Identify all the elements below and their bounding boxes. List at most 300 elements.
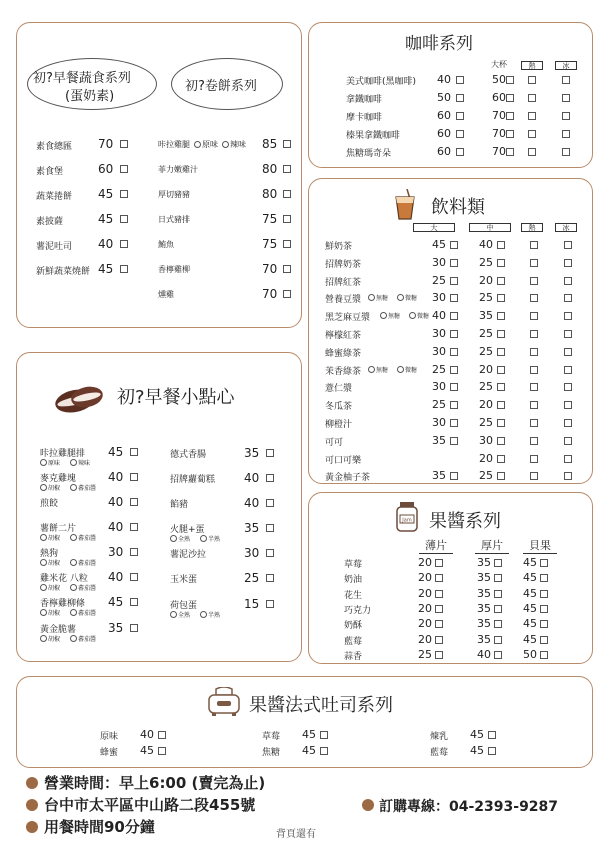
snack-item-checkbox[interactable] [130,598,138,606]
snack-option-radio-1[interactable] [40,459,47,466]
roll-item-checkbox[interactable] [283,290,291,298]
roll-option-original-radio[interactable] [194,141,201,148]
roll-item-checkbox[interactable] [283,240,291,248]
hours-bullet [26,777,38,789]
toast-item-checkbox[interactable] [158,747,166,755]
snack-option-radio-2[interactable] [200,611,207,618]
drink-medium-checkbox[interactable] [497,294,505,302]
roll-option-spicy-radio[interactable] [222,141,229,148]
drinks-title: 飲料類 [431,197,485,218]
roll-item-checkbox[interactable] [283,140,291,148]
drink-hot-checkbox[interactable] [530,455,538,463]
snack-option-radio-2[interactable] [70,584,77,591]
snack-item-checkbox[interactable] [266,524,274,532]
drink-item-price-large: 40 [432,309,446,323]
jam-thick-checkbox[interactable] [494,620,502,628]
snack-option-label-1: 全熟 [178,612,191,619]
drink-ice-checkbox[interactable] [564,312,572,320]
coffee-ice-checkbox[interactable] [562,112,570,120]
roll-item-name: 日式豬排 [158,215,190,224]
drink-item-name: 茉香綠茶 [325,366,362,377]
drink-large-checkbox[interactable] [450,312,458,320]
snack-option-radio-2[interactable] [70,459,77,466]
snack-option-label-2: 蕃茄醬 [78,485,97,492]
jam-thick-price: 35 [477,556,491,569]
jam-bagel-checkbox[interactable] [540,559,548,567]
veg-item-price: 45 [98,187,114,201]
snack-item-price: 30 [108,545,124,559]
snacks-title: 初?早餐小點心 [117,387,235,408]
drink-item-price-large: 35 [432,433,446,447]
snack-option-label-2: 蕃茄醬 [78,610,97,617]
snack-item-price: 15 [244,597,260,611]
jam-jar-icon [395,501,419,533]
coffee-item-name: 摩卡咖啡 [346,113,383,123]
coffee-item-name: 拿鐵咖啡 [346,95,383,105]
snack-item-checkbox[interactable] [130,523,138,531]
veg-item-name: 蔬菜捲餅 [36,192,73,202]
snack-option-radio-1[interactable] [40,584,47,591]
snack-item-checkbox[interactable] [130,498,138,506]
drink-item-price-large: 35 [432,469,446,483]
roll-item-price: 80 [262,162,278,176]
drink-item-name: 招牌紅茶 [325,277,362,288]
drinks-col-medium: 中 [469,223,511,232]
coffee-small-checkbox[interactable] [456,148,464,156]
snack-item-checkbox[interactable] [130,624,138,632]
veg-item-name: 新鮮蔬菜燒餅 [36,267,91,277]
drink-item-price-medium: 20 [479,362,493,376]
roll-item-name: 菲力嫩雞汁 [158,165,198,174]
jam-thin-checkbox[interactable] [435,636,443,644]
snack-item-checkbox[interactable] [266,600,274,608]
snack-item-price: 35 [244,446,260,460]
jam-item-name: 蒜香 [344,651,363,662]
snack-item-price: 40 [108,520,124,534]
drink-item-price-large: 30 [432,327,446,340]
snack-item-checkbox[interactable] [266,499,274,507]
drink-ice-checkbox[interactable] [564,330,572,338]
jam-bagel-price: 45 [523,586,537,600]
jam-thin-price: 25 [418,647,432,661]
veg-item-checkbox[interactable] [120,165,128,173]
drink-hot-checkbox[interactable] [530,241,538,249]
jam-bagel-price: 50 [523,647,537,661]
dining-limit: 用餐時間90分鐘 [44,818,155,836]
drink-glass-icon [393,189,417,221]
drink-large-checkbox[interactable] [450,294,458,302]
veg-item-price: 45 [98,262,114,276]
drink-ice-checkbox[interactable] [564,401,572,409]
roll-item-price: 70 [262,262,278,276]
drink-ice-checkbox[interactable] [564,277,572,285]
drink-low-sugar-label: 微糖 [405,366,418,374]
veg-item-name: 薯泥吐司 [36,242,73,252]
snack-option-radio-1[interactable] [40,559,47,566]
drink-ice-checkbox[interactable] [564,294,572,302]
snack-option-label-1: 原味 [48,460,61,467]
coffee-col-hot: 熱 [521,61,543,70]
drink-item-price-medium: 40 [479,238,493,251]
jam-title: 果醬系列 [429,511,501,532]
toast-item-price: 40 [140,728,154,741]
snack-option-radio-2[interactable] [70,534,77,541]
drink-medium-checkbox[interactable] [497,455,505,463]
snack-option-label-1: 胡椒 [48,636,61,643]
snack-item-checkbox[interactable] [130,448,138,456]
veg-item-price: 45 [98,212,114,226]
jam-thin-checkbox[interactable] [435,620,443,628]
drink-medium-checkbox[interactable] [497,366,505,374]
drink-ice-checkbox[interactable] [564,419,572,427]
jam-bagel-checkbox[interactable] [540,636,548,644]
limit-bullet [26,821,38,833]
drink-medium-checkbox[interactable] [497,419,505,427]
drink-medium-checkbox[interactable] [497,330,505,338]
coffee-small-checkbox[interactable] [456,94,464,102]
snack-option-radio-1[interactable] [40,609,47,616]
drink-medium-checkbox[interactable] [497,472,505,480]
drink-large-checkbox[interactable] [450,401,458,409]
drink-large-checkbox[interactable] [450,277,458,285]
drink-large-checkbox[interactable] [450,419,458,427]
coffee-small-checkbox[interactable] [456,76,464,84]
toast-item-checkbox[interactable] [158,731,166,739]
phone-bullet [362,799,374,811]
snack-item-name: 招牌蘿蔔糕 [170,475,216,485]
jam-thick-checkbox[interactable] [494,590,502,598]
jam-thin-price: 20 [418,617,432,631]
jam-thick-checkbox[interactable] [494,559,502,567]
snack-option-label-1: 胡椒 [48,610,61,617]
toast-item-price: 45 [470,744,484,757]
drink-ice-checkbox[interactable] [564,348,572,356]
roll-item-price: 75 [262,212,278,226]
rolls-title: 初?卷餅系列 [185,79,257,94]
toast-item-name: 焦糖 [262,748,281,758]
jam-thick-checkbox[interactable] [494,605,502,613]
snack-option-label-2: 蕃茄醬 [78,535,97,542]
coffee-item-price-small: 60 [437,145,451,158]
toast-item-price: 45 [302,728,316,741]
coffee-ice-checkbox[interactable] [562,148,570,156]
drink-medium-checkbox[interactable] [497,401,505,409]
veg-item-name: 素披薩 [36,217,64,227]
toast-item-price: 45 [140,744,154,757]
drink-large-checkbox[interactable] [450,259,458,267]
see-back: 背頁還有 [276,829,316,840]
drink-medium-checkbox[interactable] [497,437,505,445]
coffee-item-name: 焦糖瑪奇朵 [346,149,392,159]
toaster-icon [207,687,241,717]
coffee-item-price-small: 60 [437,109,451,122]
drink-large-checkbox[interactable] [450,366,458,374]
drink-item-price-large: 45 [432,238,446,251]
snack-item-price: 40 [108,495,124,509]
drink-item-price-large: 30 [432,416,446,429]
drink-hot-checkbox[interactable] [530,419,538,427]
jam-bagel-checkbox[interactable] [540,620,548,628]
snack-item-checkbox[interactable] [130,473,138,481]
jam-thick-price: 35 [477,601,491,615]
jam-item-name: 草莓 [344,560,363,570]
veg-item-price: 70 [98,137,114,151]
veg-item-name: 素食堡 [36,167,64,177]
veg-item-checkbox[interactable] [120,215,128,223]
drink-hot-checkbox[interactable] [530,348,538,356]
snack-item-checkbox[interactable] [130,548,138,556]
drink-large-checkbox[interactable] [450,241,458,249]
drinks-col-large: 大 [413,223,455,232]
drink-item-price-large: 30 [432,291,446,305]
snack-option-radio-2[interactable] [200,535,207,542]
coffee-col-large: 大杯 [491,60,507,69]
roll-item-checkbox[interactable] [283,165,291,173]
drink-hot-checkbox[interactable] [530,366,538,374]
snack-option-radio-2[interactable] [70,635,77,642]
drink-item-name: 鮮奶茶 [325,242,353,252]
drink-hot-checkbox[interactable] [530,383,538,391]
coffee-large-checkbox[interactable] [506,148,514,156]
drink-item-name: 蜂蜜綠茶 [325,348,362,359]
coffee-ice-checkbox[interactable] [562,94,570,102]
snack-item-name: 薯餅二片 [40,524,77,534]
coffee-large-checkbox[interactable] [506,76,514,84]
veg-item-checkbox[interactable] [120,190,128,198]
snack-option-radio-1[interactable] [40,484,47,491]
drink-item-price-medium: 25 [479,416,493,429]
jam-thin-checkbox[interactable] [435,559,443,567]
drink-hot-checkbox[interactable] [530,259,538,267]
snack-option-label-2: 蕃茄醬 [78,636,97,643]
drink-no-sugar-label: 無糖 [376,366,389,374]
drink-hot-checkbox[interactable] [530,277,538,285]
drink-low-sugar-radio[interactable] [397,366,404,373]
drink-ice-checkbox[interactable] [564,472,572,480]
drink-hot-checkbox[interactable] [530,472,538,480]
jam-thick-checkbox[interactable] [494,574,502,582]
jam-bagel-checkbox[interactable] [540,651,548,659]
coffee-large-checkbox[interactable] [506,94,514,102]
toast-item-name: 草莓 [262,732,281,742]
toast-title: 果醬法式吐司系列 [249,695,393,716]
drink-item-price-medium: 25 [479,344,493,358]
drink-ice-checkbox[interactable] [564,366,572,374]
snack-option-radio-2[interactable] [70,559,77,566]
coffee-item-price-small: 60 [437,127,451,140]
drink-ice-checkbox[interactable] [564,241,572,249]
drink-item-price-medium: 25 [479,291,493,305]
jam-thick-price: 35 [477,586,491,600]
jam-col-bagel: 貝果 [523,537,557,554]
snack-option-label-1: 胡椒 [48,535,61,542]
coffee-hot-checkbox[interactable] [528,112,536,120]
drink-item-name: 檸檬紅茶 [325,331,362,341]
snack-item-name: 麥克雞塊 [40,474,77,484]
snack-item-checkbox[interactable] [266,474,274,482]
jam-thin-checkbox[interactable] [435,590,443,598]
coffee-item-price-large: 50 [492,73,506,86]
jam-thick-checkbox[interactable] [494,651,502,659]
drink-ice-checkbox[interactable] [564,437,572,445]
snack-item-price: 45 [108,595,124,609]
address: 台中市太平區中山路二段455號 [44,796,256,814]
jam-item-name: 奶油 [344,575,363,586]
coffee-ice-checkbox[interactable] [562,130,570,138]
roll-item-price: 85 [262,137,278,151]
drink-medium-checkbox[interactable] [497,277,505,285]
jam-item-name: 花生 [344,590,363,601]
coffee-title: 咖啡系列 [405,34,473,54]
drink-item-name: 可可 [325,437,344,448]
veg-item-checkbox[interactable] [120,265,128,273]
drink-hot-checkbox[interactable] [530,294,538,302]
drink-medium-checkbox[interactable] [497,259,505,267]
jam-thick-price: 35 [477,571,491,585]
drink-item-price-medium: 25 [479,327,493,340]
drink-large-checkbox[interactable] [450,437,458,445]
coffee-hot-checkbox[interactable] [528,130,536,138]
snack-option-label-1: 胡椒 [48,485,61,492]
snack-item-price: 40 [244,471,260,485]
jam-thick-price: 40 [477,647,491,661]
drink-ice-checkbox[interactable] [564,383,572,391]
drink-medium-checkbox[interactable] [497,348,505,356]
snack-item-checkbox[interactable] [130,573,138,581]
drink-item-price-large: 30 [432,380,446,394]
coffee-large-checkbox[interactable] [506,112,514,120]
roll-item-price: 70 [262,287,278,301]
roll-item-name: 咔拉雞腿 [158,140,190,149]
toast-item-checkbox[interactable] [320,747,328,755]
snack-item-price: 35 [244,521,260,535]
jam-thin-checkbox[interactable] [435,574,443,582]
drink-item-price-medium: 20 [479,398,493,412]
jam-bagel-checkbox[interactable] [540,590,548,598]
drink-large-checkbox[interactable] [450,348,458,356]
coffee-hot-checkbox[interactable] [528,148,536,156]
roll-item-name: 燻雞 [158,290,174,299]
toast-item-price: 45 [302,744,316,757]
coffee-hot-checkbox[interactable] [528,76,536,84]
snack-item-checkbox[interactable] [266,549,274,557]
coffee-item-name: 美式咖啡(黑咖啡) [346,77,417,87]
drink-item-price-large: 25 [432,398,446,412]
veg-item-price: 40 [98,237,114,251]
toast-item-checkbox[interactable] [488,747,496,755]
jam-thin-checkbox[interactable] [435,605,443,613]
snack-item-checkbox[interactable] [266,449,274,457]
drink-medium-checkbox[interactable] [497,312,505,320]
veg-title: 初?早餐蔬食系列 [33,71,131,86]
roll-item-checkbox[interactable] [283,265,291,273]
drink-item-price-medium: 20 [479,451,493,465]
veg-item-name: 素食總匯 [36,142,73,152]
snack-option-radio-1[interactable] [170,611,177,618]
snack-item-name: 香檸雞柳條 [40,599,86,609]
veg-item-price: 60 [98,162,114,176]
roll-item-price: 80 [262,187,278,201]
drink-no-sugar-label: 無糖 [376,295,389,303]
drink-no-sugar-label: 無糖 [388,313,401,321]
drink-no-sugar-radio[interactable] [368,366,375,373]
toast-item-checkbox[interactable] [320,731,328,739]
roll-item-checkbox[interactable] [283,190,291,198]
snack-item-price: 40 [108,470,124,484]
snack-item-price: 30 [244,546,260,560]
snack-option-label-1: 全熟 [178,536,191,543]
jam-thin-price: 20 [418,601,432,615]
drink-hot-checkbox[interactable] [530,401,538,409]
coffee-hot-checkbox[interactable] [528,94,536,102]
snack-option-radio-1[interactable] [40,635,47,642]
snack-option-label-2: 蕃茄醬 [78,560,97,567]
drink-item-name: 冬瓜茶 [325,402,353,413]
drink-item-name: 柳橙汁 [325,420,353,430]
svg-text:Jam: Jam [402,517,412,524]
coffee-small-checkbox[interactable] [456,112,464,120]
drink-hot-checkbox[interactable] [530,437,538,445]
drink-ice-checkbox[interactable] [564,259,572,267]
veg-item-checkbox[interactable] [120,140,128,148]
veg-item-checkbox[interactable] [120,240,128,248]
snack-item-name: 餡豬 [170,500,189,510]
coffee-ice-checkbox[interactable] [562,76,570,84]
jam-bagel-checkbox[interactable] [540,574,548,582]
jam-item-name: 藍莓 [344,636,363,647]
toast-item-checkbox[interactable] [488,731,496,739]
drink-low-sugar-label: 微糖 [417,313,430,321]
drink-large-checkbox[interactable] [450,330,458,338]
drink-hot-checkbox[interactable] [530,312,538,320]
coffee-large-checkbox[interactable] [506,130,514,138]
toast-item-name: 藍莓 [430,748,449,758]
jam-bagel-checkbox[interactable] [540,605,548,613]
drink-ice-checkbox[interactable] [564,455,572,463]
snack-option-radio-1[interactable] [40,534,47,541]
drink-medium-checkbox[interactable] [497,241,505,249]
snack-item-checkbox[interactable] [266,574,274,582]
drink-item-price-medium: 20 [479,273,493,287]
snack-item-name: 煎餃 [40,499,59,509]
snack-option-radio-2[interactable] [70,609,77,616]
snack-option-radio-1[interactable] [170,535,177,542]
snack-option-label-2: 半熟 [208,612,221,619]
drink-large-checkbox[interactable] [450,472,458,480]
snack-item-price: 40 [108,570,124,584]
toast-item-price: 45 [470,728,484,741]
jam-thick-checkbox[interactable] [494,636,502,644]
roll-option-spicy-label: 辣味 [230,140,246,149]
roll-item-checkbox[interactable] [283,215,291,223]
toast-item-name: 原味 [100,732,119,742]
jam-col-thick: 厚片 [475,537,509,554]
drink-large-checkbox[interactable] [450,383,458,391]
drink-item-name: 黃金柚子茶 [325,473,371,484]
drink-item-price-medium: 35 [479,309,493,323]
snack-item-price: 35 [108,621,124,635]
drink-hot-checkbox[interactable] [530,330,538,338]
snack-item-name: 德式香腸 [170,450,207,460]
coffee-small-checkbox[interactable] [456,130,464,138]
drink-medium-checkbox[interactable] [497,383,505,391]
jam-thin-checkbox[interactable] [435,651,443,659]
snack-option-radio-2[interactable] [70,484,77,491]
snack-item-price: 25 [244,571,260,585]
toast-item-name: 蜂蜜 [100,748,119,758]
address-bullet [26,799,38,811]
coffee-col-ice: 冰 [555,61,577,70]
